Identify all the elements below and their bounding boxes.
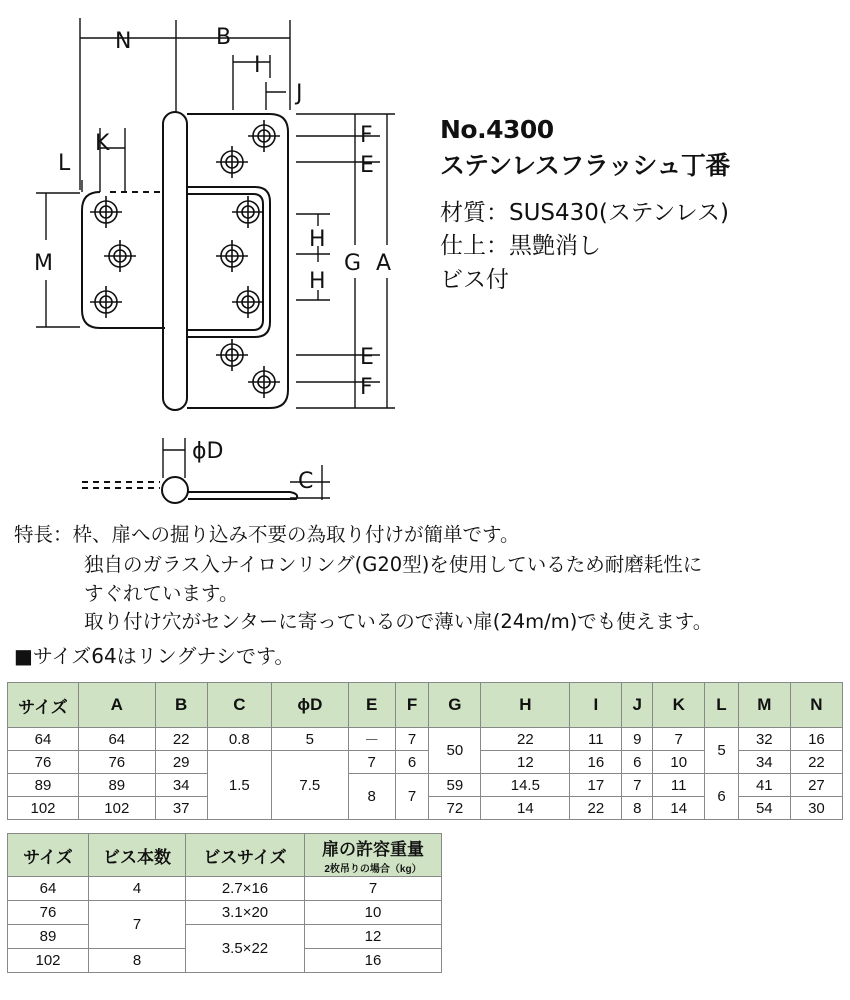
table-cell: 102 [8, 949, 89, 973]
screw-hole-icon [90, 286, 122, 318]
col-header: I [570, 683, 622, 728]
feature-line-4: 取り付け穴がセンターに寄っているので薄い扉(24m/m)でも使えます。 [84, 610, 713, 633]
table-cell: 89 [79, 774, 156, 797]
feature-line-3: すぐれています。 [84, 582, 239, 605]
col-header: K [653, 683, 705, 728]
table-cell: 3.1×20 [186, 901, 305, 925]
screw-hole-icon [216, 339, 248, 371]
table-cell: 16 [570, 751, 622, 774]
dim-label-m: M [34, 251, 53, 276]
size-64-note: ■サイズ64はリングナシです。 [14, 644, 295, 668]
dim-label-i: I [254, 53, 261, 78]
table-cell: 30 [790, 797, 842, 820]
table-cell: 6 [705, 774, 739, 820]
table-cell: 34 [738, 751, 790, 774]
col-header: L [705, 683, 739, 728]
table-row [8, 925, 442, 949]
dim-label-k: K [95, 131, 110, 156]
col-header-weight [305, 834, 442, 877]
table-cell: 76 [79, 751, 156, 774]
table-cell: 76 [8, 751, 79, 774]
dim-label-phid: ϕD [192, 439, 224, 464]
table-cell: 7 [305, 877, 442, 901]
table-cell: 54 [738, 797, 790, 820]
dim-label-h-top: H [309, 227, 326, 252]
screw-hole-icon [104, 240, 136, 272]
table-cell: 76 [8, 901, 89, 925]
table-cell: 8 [348, 774, 395, 820]
col-header: ビスサイズ [186, 834, 305, 877]
table-cell: 12 [305, 925, 442, 949]
table-cell: 7.5 [272, 751, 349, 820]
table-cell: 7 [348, 751, 395, 774]
table-cell: 64 [8, 728, 79, 751]
dim-label-e-top: E [360, 153, 374, 178]
feature-line-1: 特長：枠、扉への掘り込み不要の為取り付けが簡単です。 [14, 523, 520, 546]
col-header: M [738, 683, 790, 728]
dim-label-j: J [296, 81, 303, 106]
table-cell: 5 [705, 728, 739, 774]
table-cell: 6 [395, 751, 429, 774]
col-header: H [481, 683, 570, 728]
weight-header-sub: 2枚吊りの場合（kg） [324, 864, 422, 875]
table-cell: 4 [89, 877, 186, 901]
col-header: ϕD [272, 683, 349, 728]
screw-table [7, 833, 442, 973]
dim-label-f-bottom: F [360, 375, 373, 400]
screw-hole-icon [216, 146, 248, 178]
table-cell: 9 [622, 728, 653, 751]
table-cell: 89 [8, 774, 79, 797]
table-cell: 7 [622, 774, 653, 797]
dim-label-n: N [115, 29, 132, 54]
table-cell: 34 [155, 774, 207, 797]
table-cell: 64 [8, 877, 89, 901]
table-cell: 14.5 [481, 774, 570, 797]
material-spec: 材質：SUS430(ステンレス) [440, 200, 730, 226]
table-cell: 89 [8, 925, 89, 949]
screws-included: ビス付 [440, 267, 509, 293]
table-header-row [8, 834, 442, 877]
table-cell: 22 [481, 728, 570, 751]
table-cell: 41 [738, 774, 790, 797]
table-cell: 16 [305, 949, 442, 973]
table-cell: 32 [738, 728, 790, 751]
table-cell: － [348, 728, 395, 751]
table-cell: 3.5×22 [186, 925, 305, 973]
table-cell: 72 [429, 797, 481, 820]
finish-spec: 仕上：黒艶消し [440, 233, 601, 259]
col-header: B [155, 683, 207, 728]
table-cell: 7 [395, 728, 429, 751]
table-cell: 1.5 [207, 751, 271, 820]
table-cell: 8 [89, 949, 186, 973]
table-cell: 102 [8, 797, 79, 820]
screw-hole-icon [232, 286, 264, 318]
table-row [8, 877, 442, 901]
table-cell: 64 [79, 728, 156, 751]
screw-hole-icon [248, 366, 280, 398]
dim-label-a: A [376, 251, 392, 276]
table-header-row [8, 683, 843, 728]
col-header: J [622, 683, 653, 728]
table-cell: 12 [481, 751, 570, 774]
table-cell: 8 [622, 797, 653, 820]
dim-label-b: B [216, 25, 232, 50]
table-cell: 16 [790, 728, 842, 751]
dim-label-f-top: F [360, 123, 373, 148]
dim-label-c: C [298, 469, 314, 494]
table-cell: 5 [272, 728, 349, 751]
table-row [8, 728, 843, 751]
table-row [8, 774, 843, 797]
col-header: N [790, 683, 842, 728]
table-cell: 22 [570, 797, 622, 820]
col-header: F [395, 683, 429, 728]
table-cell: 11 [570, 728, 622, 751]
screw-hole-icon [248, 120, 280, 152]
table-cell: 11 [653, 774, 705, 797]
col-header: G [429, 683, 481, 728]
table-cell: 10 [653, 751, 705, 774]
table-cell: 37 [155, 797, 207, 820]
table-cell: 10 [305, 901, 442, 925]
table-cell: 6 [622, 751, 653, 774]
table-cell: 29 [155, 751, 207, 774]
table-cell: 59 [429, 774, 481, 797]
product-name: ステンレスフラッシュ丁番 [440, 151, 730, 180]
dim-label-h-bottom: H [309, 269, 326, 294]
table-cell: 7 [653, 728, 705, 751]
col-header: サイズ [8, 834, 89, 877]
screw-hole-icon [216, 240, 248, 272]
table-cell: 14 [653, 797, 705, 820]
table-row [8, 901, 442, 925]
table-cell: 14 [481, 797, 570, 820]
table-cell: 50 [429, 728, 481, 774]
table-cell: 17 [570, 774, 622, 797]
col-header: サイズ [8, 683, 79, 728]
dim-label-g: G [344, 251, 362, 276]
table-cell: 102 [79, 797, 156, 820]
col-header: A [79, 683, 156, 728]
table-cell: 0.8 [207, 728, 271, 751]
table-cell: 22 [790, 751, 842, 774]
feature-line-2: 独自のガラス入ナイロンリング(G20型)を使用しているため耐磨耗性に [84, 553, 703, 576]
dim-label-e-bottom: E [360, 345, 374, 370]
col-header: C [207, 683, 271, 728]
dimension-table [7, 682, 843, 820]
screw-hole-icon [90, 196, 122, 228]
col-header: ビス本数 [89, 834, 186, 877]
table-cell: 2.7×16 [186, 877, 305, 901]
model-number: No.4300 [440, 115, 554, 144]
screw-hole-icon [232, 196, 264, 228]
table-cell: 7 [395, 774, 429, 820]
weight-header: 扉の許容重量 [322, 840, 424, 859]
table-cell: 22 [155, 728, 207, 751]
dim-label-l: L [58, 151, 71, 176]
col-header: E [348, 683, 395, 728]
table-cell: 7 [89, 901, 186, 949]
table-cell: 27 [790, 774, 842, 797]
